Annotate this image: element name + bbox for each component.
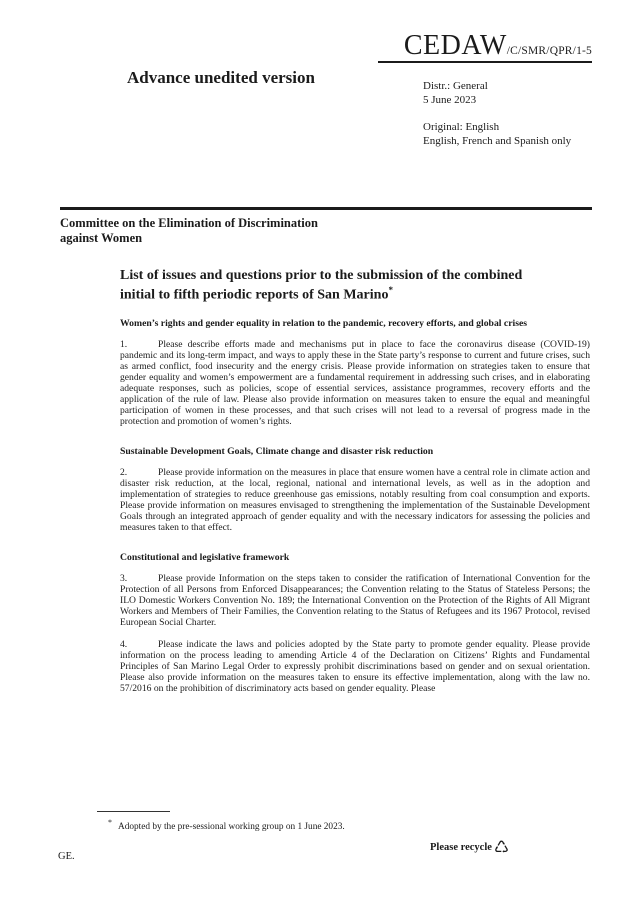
- footnote-text: Adopted by the pre-sessional working group on 1 June 2023.: [118, 822, 345, 833]
- paragraph-3: [120, 573, 590, 628]
- paragraph-4: [120, 639, 590, 694]
- distribution-block: [423, 79, 571, 148]
- date-line: 5 June 2023: [423, 94, 477, 107]
- document-symbol-suffix: /C/SMR/QPR/1-5: [506, 45, 592, 57]
- paragraph-1-text: Please describe efforts made and mechanisms put in place to face the coronavirus disease (COVID-19) pandemic and its long-term impact, and ways to apply these in the State party’s response to current and future crises, such as armed conflict, food insecurity and the energy crisis. Please provide information on strategies taken to ensure that gender equality and women’s empowerment are a fundamental requirement in addressing such crises, and in elaborating adequate responses, such as policies, scope of essential services, assistance programmes, recovery efforts and the application of the rule of law. Please also provide information on measures taken to ensure the equal and meaningful participation of women in these processes, and that such crises will not lead to a reversal of progress made in the protection and promotion of women’s rights.: [120, 339, 590, 428]
- please-recycle-label: Please recycle: [430, 842, 492, 853]
- section-heading-womens-rights: Women’s rights and gender equality in relation to the pandemic, recovery efforts, and global crises: [120, 317, 528, 329]
- original-language-line: Original: English: [423, 121, 500, 134]
- footnote-separator-rule: [97, 811, 170, 812]
- ge-footer-label: GE.: [58, 851, 75, 862]
- footnote-marker: *: [108, 818, 112, 827]
- header-rule: [378, 61, 592, 63]
- document-title: [120, 267, 552, 304]
- committee-name-line2: against Women: [60, 230, 143, 245]
- title-footnote-marker: *: [388, 284, 393, 295]
- paragraph-2-number: 2.: [120, 467, 128, 479]
- paragraph-1: [120, 339, 590, 427]
- paragraph-1-number: 1.: [120, 339, 128, 351]
- document-title-text: List of issues and questions prior to the submission of the combined initial to fifth periodic reports of San Marino: [120, 268, 523, 303]
- please-recycle-note: [430, 838, 509, 858]
- paragraph-4-text: Please indicate the laws and policies adopted by the State party to promote gender equality. Please provide information on the process leading to amending Article 4 of the Declaration on Citizens’ Rights and Fundamental Principles of San Marino Legal Order to expressly prohibit discriminations based on gender and on sexual orientation. Please also provide information on the measures taken to ensure its effective implementation, along with the law no. 57/2016 on the prohibition of discriminatory acts based on gender equality. Please: [120, 639, 590, 695]
- paragraph-3-number: 3.: [120, 573, 128, 585]
- section-heading-constitutional: Constitutional and legislative framework: [120, 552, 290, 564]
- section-heading-sdg-climate: Sustainable Development Goals, Climate change and disaster risk reduction: [120, 446, 434, 458]
- paragraph-2-text: Please provide information on the measures in place that ensure women have a central role in climate action and disaster risk reduction, at the local, regional, national and international levels, as well as in the adoption and implementation of strategies to reduce greenhouse gas emissions, notably resulting from coal consumption and exports. Please provide information on measures envisaged to strengthening the implementation of the Sustainable Development Goals through an integrated approach of gender equality and with the necessary indicators for assessing the policies and measures taken to that effect.: [120, 467, 590, 534]
- paragraph-4-number: 4.: [120, 639, 128, 651]
- document-body: [120, 267, 590, 694]
- document-symbol: [404, 30, 592, 62]
- distr-line: Distr.: General: [423, 80, 488, 92]
- committee-name: [60, 216, 318, 246]
- paragraph-2: [120, 467, 590, 533]
- advance-version-label: Advance unedited version: [127, 68, 315, 87]
- paragraph-3-text: Please provide Information on the steps taken to consider the ratification of International Convention for the Protection of all Persons from Enforced Disappearances; the Convention relating to the Status of Stateless Persons; the ILO Domestic Workers Convention No. 189; the International Convention on the Protection of the Rights of All Migrant Workers and Members of Their Families, the Convention relating to the Status of Refugees and its 1967 Protocol, revised European Social Charter.: [120, 573, 590, 629]
- committee-name-line1: Committee on the Elimination of Discrimination: [60, 216, 318, 230]
- languages-line: English, French and Spanish only: [423, 135, 572, 148]
- recycle-icon: ♺: [493, 838, 510, 858]
- document-symbol-main: CEDAW: [403, 30, 507, 61]
- masthead-divider-rule: [60, 207, 592, 210]
- footnote: [108, 818, 508, 832]
